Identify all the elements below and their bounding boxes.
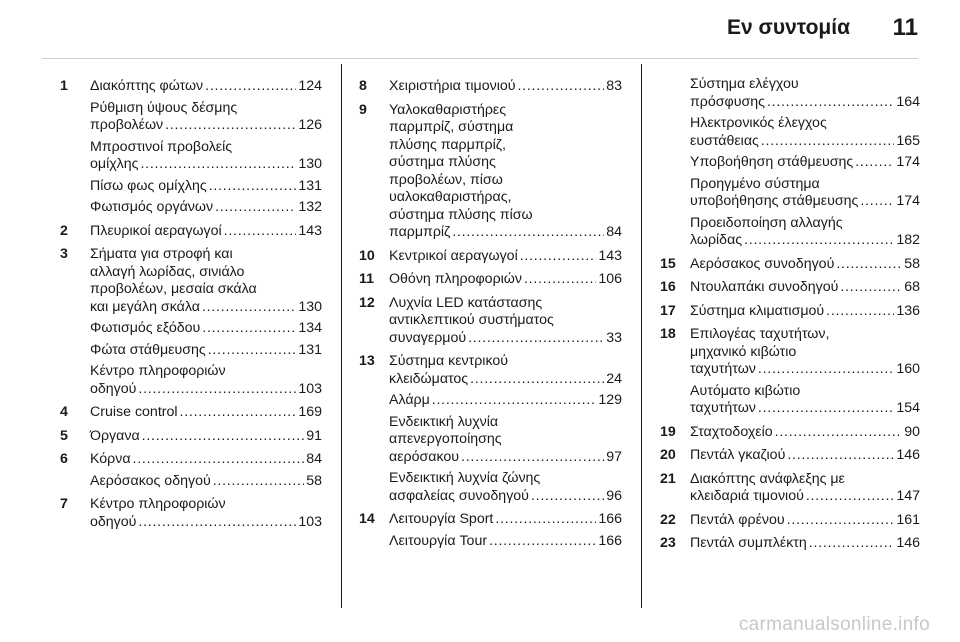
entry-line bbox=[389, 392, 622, 410]
dot-leader bbox=[518, 78, 605, 96]
toc-entry bbox=[660, 76, 920, 111]
entry-line bbox=[90, 78, 322, 96]
page-ref: 166 bbox=[598, 511, 622, 527]
entry-text: αερόσακου bbox=[389, 448, 460, 465]
entry-line bbox=[90, 381, 322, 399]
entry-text: πρόσφυσης bbox=[690, 93, 765, 110]
page-header bbox=[0, 0, 960, 58]
toc-entry bbox=[660, 115, 920, 150]
entry-text: υποβοήθησης στάθμευσης bbox=[690, 193, 859, 209]
entry-line bbox=[690, 447, 920, 465]
dot-leader bbox=[809, 535, 895, 553]
entry-line bbox=[90, 514, 322, 532]
entry-text: ταχυτήτων bbox=[690, 361, 756, 377]
column-divider bbox=[641, 64, 642, 608]
entry-line bbox=[690, 215, 920, 233]
entry-line bbox=[90, 299, 322, 317]
entry-line bbox=[389, 248, 622, 266]
toc-entry bbox=[660, 447, 920, 465]
entry-text: Αυτόματο κιβώτιο bbox=[690, 382, 801, 399]
toc-entry bbox=[60, 246, 322, 316]
entry-line bbox=[389, 78, 622, 96]
entry-text: Cruise control bbox=[90, 404, 178, 420]
dot-leader bbox=[470, 371, 604, 389]
dot-leader bbox=[826, 303, 894, 321]
entry-line bbox=[690, 279, 920, 297]
dot-leader bbox=[775, 424, 903, 442]
entry-text: προβολέων, πίσω bbox=[389, 171, 503, 188]
entry-line bbox=[90, 156, 322, 174]
toc-entry bbox=[660, 256, 920, 274]
entry-text: Αλάρμ bbox=[389, 392, 430, 408]
page-ref: 136 bbox=[896, 302, 920, 319]
page-ref: 68 bbox=[904, 279, 920, 295]
entry-text: Όργανα bbox=[90, 427, 140, 444]
dot-leader bbox=[209, 178, 297, 196]
entry-line bbox=[90, 428, 322, 446]
entry-line bbox=[690, 488, 920, 506]
entry-line bbox=[90, 117, 322, 135]
page-ref: 154 bbox=[896, 400, 920, 416]
dot-leader bbox=[138, 514, 296, 532]
column-divider bbox=[341, 64, 342, 608]
item-number: 21 bbox=[660, 470, 676, 487]
entry-text: υαλοκαθαριστήρας, bbox=[389, 189, 512, 205]
entry-text: Λειτουργία Sport bbox=[389, 511, 494, 527]
toc-column-3 bbox=[660, 78, 920, 559]
entry-line bbox=[389, 154, 622, 172]
page-ref: 166 bbox=[598, 532, 622, 549]
dot-leader bbox=[758, 400, 894, 418]
dot-leader bbox=[758, 361, 894, 379]
dot-leader bbox=[836, 256, 902, 274]
page-ref: 84 bbox=[606, 224, 622, 240]
entry-line bbox=[690, 512, 920, 530]
entry-text: Φωτισμός εξόδου bbox=[90, 320, 201, 336]
entry-line bbox=[389, 533, 622, 551]
entry-line bbox=[690, 133, 920, 151]
page-ref: 146 bbox=[896, 447, 920, 463]
page-ref: 91 bbox=[306, 427, 322, 444]
toc-entry bbox=[660, 512, 920, 530]
toc-entry bbox=[660, 471, 920, 506]
toc-column-1 bbox=[60, 78, 322, 537]
item-number: 11 bbox=[359, 271, 374, 287]
page-ref: 164 bbox=[896, 93, 920, 110]
entry-line bbox=[90, 342, 322, 360]
entry-text: Σύστημα κεντρικού bbox=[389, 353, 509, 369]
entry-text: Πεντάλ συμπλέκτη bbox=[690, 535, 807, 551]
dot-leader bbox=[531, 488, 604, 506]
entry-text: Λυχνία LED κατάστασης bbox=[389, 294, 543, 311]
page-ref: 174 bbox=[896, 154, 920, 170]
page-ref: 131 bbox=[298, 341, 322, 358]
entry-text: Πεντάλ γκαζιού bbox=[690, 447, 786, 463]
item-number: 2 bbox=[60, 222, 68, 239]
entry-text: προβολέων, μεσαία σκάλα bbox=[90, 281, 257, 297]
page-title: Εν συντομία bbox=[727, 16, 850, 39]
toc-entry bbox=[60, 223, 322, 241]
entry-line bbox=[389, 224, 622, 242]
item-number: 22 bbox=[660, 511, 676, 528]
toc-entry bbox=[359, 295, 622, 348]
dot-leader bbox=[208, 342, 297, 360]
entry-text: πλύσης παρμπρίζ, bbox=[389, 136, 506, 153]
dot-leader bbox=[468, 330, 604, 348]
item-number: 8 bbox=[359, 78, 367, 94]
page-ref: 84 bbox=[306, 451, 322, 467]
dot-leader bbox=[205, 78, 296, 96]
toc-entry bbox=[660, 383, 920, 418]
item-number: 23 bbox=[660, 535, 676, 551]
entry-text: Λειτουργία Tour bbox=[389, 532, 488, 549]
entry-line bbox=[389, 295, 622, 313]
dot-leader bbox=[202, 299, 296, 317]
entry-text: Υαλοκαθαριστήρες bbox=[389, 101, 507, 118]
entry-line bbox=[389, 470, 622, 488]
entry-text: Κέντρο πληροφοριών bbox=[90, 496, 226, 512]
toc-entry bbox=[60, 78, 322, 96]
page-ref: 130 bbox=[298, 156, 322, 172]
entry-text: Σύστημα ελέγχου bbox=[690, 76, 799, 92]
toc-entry bbox=[359, 78, 622, 96]
dot-leader bbox=[787, 512, 895, 530]
toc-entry bbox=[60, 428, 322, 446]
dot-leader bbox=[180, 404, 297, 422]
toc-entry bbox=[60, 199, 322, 217]
dot-leader bbox=[452, 224, 604, 242]
entry-text: προβολέων bbox=[90, 117, 164, 133]
entry-line bbox=[90, 281, 322, 299]
entry-text: ευστάθειας bbox=[690, 132, 759, 149]
entry-text: Προειδοποίηση αλλαγής bbox=[690, 214, 843, 231]
entry-text: Ενδεικτική λυχνία ζώνης bbox=[389, 470, 541, 486]
entry-text: ομίχλης bbox=[90, 156, 139, 172]
entry-line bbox=[690, 303, 920, 321]
page-ref: 97 bbox=[606, 448, 622, 465]
entry-line bbox=[690, 383, 920, 401]
page-ref: 106 bbox=[598, 271, 622, 287]
toc-entry bbox=[359, 533, 622, 551]
entry-text: Υποβοήθηση στάθμευσης bbox=[690, 154, 854, 170]
toc-entry bbox=[660, 279, 920, 297]
item-number: 5 bbox=[60, 427, 68, 444]
toc-entry bbox=[359, 414, 622, 467]
entry-line bbox=[389, 330, 622, 348]
toc-entry bbox=[660, 215, 920, 250]
entry-text: Κόρνα bbox=[90, 451, 131, 467]
item-number: 18 bbox=[660, 326, 676, 342]
entry-text: Επιλογέας ταχυτήτων, bbox=[690, 326, 830, 342]
dot-leader bbox=[138, 381, 296, 399]
dot-leader bbox=[524, 271, 596, 289]
dot-leader bbox=[461, 449, 604, 467]
entry-line bbox=[690, 115, 920, 133]
dot-leader bbox=[787, 447, 894, 465]
toc-entry bbox=[660, 176, 920, 211]
entry-text: και μεγάλη σκάλα bbox=[90, 298, 200, 315]
entry-line bbox=[90, 496, 322, 514]
entry-text: Σύστημα κλιματισμού bbox=[690, 302, 825, 319]
entry-line bbox=[690, 193, 920, 211]
item-number: 7 bbox=[60, 496, 68, 512]
toc-entry bbox=[359, 271, 622, 289]
entry-text: αντικλεπτικού συστήματος bbox=[389, 312, 554, 328]
entry-text: Κέντρο πληροφοριών bbox=[90, 363, 226, 379]
toc-entry bbox=[359, 511, 622, 529]
toc-entry bbox=[359, 353, 622, 388]
entry-text: Πίσω φως ομίχλης bbox=[90, 177, 207, 194]
entry-text: Διακόπτης φώτων bbox=[90, 78, 204, 94]
entry-line bbox=[389, 431, 622, 449]
entry-line bbox=[690, 535, 920, 553]
toc-entry bbox=[60, 473, 322, 491]
entry-text: λωρίδας bbox=[690, 232, 743, 248]
entry-line bbox=[90, 264, 322, 282]
dot-leader bbox=[855, 154, 894, 172]
entry-line bbox=[389, 488, 622, 506]
toc-entry bbox=[359, 248, 622, 266]
dot-leader bbox=[141, 156, 297, 174]
dot-leader bbox=[224, 223, 297, 241]
entry-text: Οθόνη πληροφοριών bbox=[389, 271, 522, 287]
entry-line bbox=[690, 471, 920, 489]
item-number: 17 bbox=[660, 302, 676, 319]
page-ref: 24 bbox=[606, 370, 622, 387]
entry-text: Μπροστινοί προβολείς bbox=[90, 138, 233, 155]
item-number: 1 bbox=[60, 78, 68, 94]
dot-leader bbox=[133, 451, 305, 469]
dot-leader bbox=[806, 488, 894, 506]
page-number: 11 bbox=[892, 14, 918, 41]
toc-entry bbox=[660, 154, 920, 172]
toc-column-2 bbox=[359, 78, 622, 556]
entry-line bbox=[389, 102, 622, 120]
page-ref: 134 bbox=[298, 320, 322, 336]
page-ref: 90 bbox=[904, 423, 920, 440]
entry-line bbox=[389, 207, 622, 225]
entry-line bbox=[690, 256, 920, 274]
dot-leader bbox=[215, 199, 296, 217]
entry-line bbox=[389, 414, 622, 432]
watermark: carmanualsonline.info bbox=[738, 614, 930, 635]
page-ref: 96 bbox=[606, 487, 622, 504]
page-ref: 165 bbox=[896, 132, 920, 149]
toc-entry bbox=[60, 404, 322, 422]
entry-line bbox=[690, 176, 920, 194]
page-ref: 129 bbox=[598, 392, 622, 408]
entry-text: Διακόπτης ανάφλεξης με bbox=[690, 470, 845, 487]
entry-text: ασφαλείας συνοδηγού bbox=[389, 487, 529, 504]
dot-leader bbox=[761, 133, 894, 151]
entry-text: Σήματα για στροφή και bbox=[90, 246, 233, 262]
item-number: 10 bbox=[359, 247, 375, 264]
entry-line bbox=[690, 76, 920, 94]
page-ref: 124 bbox=[298, 78, 322, 94]
toc-entry bbox=[660, 424, 920, 442]
toc-entry bbox=[60, 451, 322, 469]
entry-text: Φωτισμός οργάνων bbox=[90, 199, 214, 215]
item-number: 14 bbox=[359, 511, 375, 527]
entry-line bbox=[90, 100, 322, 118]
entry-text: Ενδεικτική λυχνία bbox=[389, 413, 499, 430]
page-ref: 83 bbox=[606, 78, 622, 94]
entry-text: αλλαγή λωρίδας, σινιάλο bbox=[90, 263, 245, 280]
entry-line bbox=[690, 94, 920, 112]
entry-line bbox=[90, 473, 322, 491]
entry-line bbox=[90, 451, 322, 469]
entry-line bbox=[90, 199, 322, 217]
entry-text: Χειριστήρια τιμονιού bbox=[389, 78, 516, 94]
entry-text: Φώτα στάθμευσης bbox=[90, 341, 206, 358]
item-number: 4 bbox=[60, 404, 68, 420]
entry-line bbox=[389, 271, 622, 289]
entry-line bbox=[690, 400, 920, 418]
entry-line bbox=[690, 326, 920, 344]
page-ref: 131 bbox=[298, 177, 322, 194]
toc-entry bbox=[60, 100, 322, 135]
page-ref: 182 bbox=[896, 232, 920, 248]
toc-entry bbox=[359, 102, 622, 242]
page-ref: 126 bbox=[298, 117, 322, 133]
item-number: 15 bbox=[660, 255, 676, 272]
dot-leader bbox=[142, 428, 305, 446]
entry-line bbox=[389, 353, 622, 371]
entry-line bbox=[690, 154, 920, 172]
entry-text: Σταχτοδοχείο bbox=[690, 423, 773, 440]
entry-text: Ηλεκτρονικός έλεγχος bbox=[690, 115, 827, 131]
entry-line bbox=[90, 363, 322, 381]
entry-text: Πεντάλ φρένου bbox=[690, 511, 785, 528]
page-ref: 161 bbox=[896, 511, 920, 528]
dot-leader bbox=[495, 511, 596, 529]
toc-entry bbox=[60, 178, 322, 196]
header-divider bbox=[42, 58, 918, 59]
page-ref: 146 bbox=[896, 535, 920, 551]
entry-line bbox=[90, 320, 322, 338]
entry-text: Αερόσακος οδηγού bbox=[90, 472, 211, 489]
toc-entry bbox=[60, 496, 322, 531]
entry-line bbox=[90, 139, 322, 157]
page-ref: 143 bbox=[298, 222, 322, 239]
toc-entry bbox=[359, 470, 622, 505]
page-ref: 103 bbox=[298, 513, 322, 530]
page-ref: 130 bbox=[298, 298, 322, 315]
page-ref: 132 bbox=[298, 199, 322, 215]
dot-leader bbox=[840, 279, 902, 297]
entry-line bbox=[389, 449, 622, 467]
item-number: 9 bbox=[359, 101, 367, 118]
toc-entry bbox=[60, 139, 322, 174]
item-number: 12 bbox=[359, 294, 375, 311]
page-ref: 160 bbox=[896, 361, 920, 377]
page-ref: 174 bbox=[896, 193, 920, 209]
dot-leader bbox=[767, 94, 894, 112]
page-ref: 147 bbox=[896, 488, 920, 504]
entry-text: οδηγού bbox=[90, 380, 137, 397]
entry-text: κλειδαριά τιμονιού bbox=[690, 488, 804, 504]
toc-entry bbox=[60, 342, 322, 360]
page-ref: 58 bbox=[904, 255, 920, 272]
entry-text: οδηγού bbox=[90, 513, 137, 530]
page-ref: 58 bbox=[306, 472, 322, 489]
entry-line bbox=[389, 511, 622, 529]
entry-line bbox=[690, 424, 920, 442]
entry-text: σύστημα πλύσης bbox=[389, 154, 496, 170]
entry-text: παρμπρίζ bbox=[389, 224, 451, 240]
entry-line bbox=[389, 371, 622, 389]
page-ref: 103 bbox=[298, 380, 322, 397]
toc-entry bbox=[60, 363, 322, 398]
item-number: 6 bbox=[60, 451, 68, 467]
entry-text: Αερόσακος συνοδηγού bbox=[690, 255, 835, 272]
entry-text: συναγερμού bbox=[389, 329, 467, 346]
entry-line bbox=[690, 361, 920, 379]
entry-text: παρμπρίζ, σύστημα bbox=[389, 119, 514, 135]
entry-line bbox=[90, 178, 322, 196]
item-number: 13 bbox=[359, 353, 375, 369]
toc-entry bbox=[660, 303, 920, 321]
page-ref: 33 bbox=[606, 329, 622, 346]
entry-line bbox=[690, 344, 920, 362]
item-number: 20 bbox=[660, 447, 676, 463]
entry-text: μηχανικό κιβώτιο bbox=[690, 343, 797, 360]
entry-text: Ντουλαπάκι συνοδηγού bbox=[690, 279, 839, 295]
entry-line bbox=[90, 223, 322, 241]
toc-entry bbox=[60, 320, 322, 338]
entry-line bbox=[389, 137, 622, 155]
dot-leader bbox=[744, 232, 894, 250]
item-number: 19 bbox=[660, 423, 676, 440]
entry-text: κλειδώματος bbox=[389, 370, 469, 387]
entry-text: ταχυτήτων bbox=[690, 400, 756, 416]
item-number: 16 bbox=[660, 279, 676, 295]
dot-leader bbox=[432, 392, 597, 410]
toc-entry bbox=[359, 392, 622, 410]
toc-entry bbox=[660, 535, 920, 553]
entry-text: Πλευρικοί αεραγωγοί bbox=[90, 222, 222, 239]
entry-line bbox=[90, 404, 322, 422]
entry-text: σύστημα πλύσης πίσω bbox=[389, 206, 533, 223]
entry-text: Κεντρικοί αεραγωγοί bbox=[389, 247, 518, 264]
entry-line bbox=[389, 312, 622, 330]
toc-entry bbox=[660, 326, 920, 379]
entry-line bbox=[389, 172, 622, 190]
entry-text: Προηγμένο σύστημα bbox=[690, 175, 820, 192]
dot-leader bbox=[860, 193, 894, 211]
entry-line bbox=[389, 119, 622, 137]
dot-leader bbox=[202, 320, 296, 338]
entry-text: Ρύθμιση ύψους δέσμης bbox=[90, 99, 238, 116]
dot-leader bbox=[165, 117, 296, 135]
page-ref: 169 bbox=[298, 404, 322, 420]
entry-line bbox=[389, 189, 622, 207]
dot-leader bbox=[520, 248, 597, 266]
page-ref: 143 bbox=[598, 247, 622, 264]
item-number: 3 bbox=[60, 246, 68, 262]
entry-text: απενεργοποίησης bbox=[389, 431, 502, 447]
dot-leader bbox=[489, 533, 596, 551]
dot-leader bbox=[213, 473, 305, 491]
entry-line bbox=[90, 246, 322, 264]
entry-line bbox=[690, 232, 920, 250]
